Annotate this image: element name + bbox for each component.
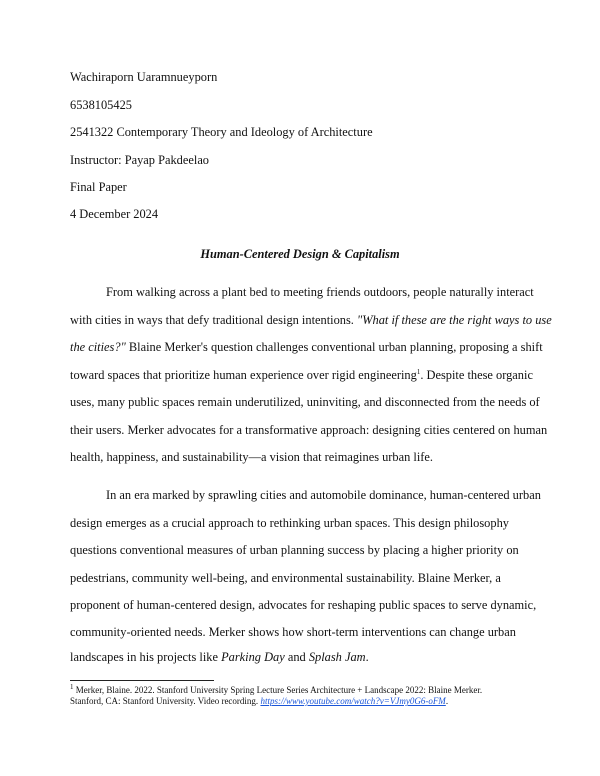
paragraph-1-line-6: their users. Merker advocates for a transformative approach: designing cities centered on human (70, 423, 548, 437)
text-span: . (365, 650, 369, 664)
paragraph-2-line-3: questions conventional measures of urban planning success by placing a higher priority on (70, 543, 519, 557)
assignment-type: Final Paper (70, 180, 127, 194)
merker-quote: "What if these are the right ways to use (357, 313, 552, 327)
text-span: toward spaces that prioritize human experience over rigid engineering (70, 368, 417, 382)
paper-date: 4 December 2024 (70, 207, 159, 221)
paragraph-1-line-3 (70, 340, 543, 355)
text-span: Blaine Merker's question challenges conventional urban planning, proposing a shift (125, 340, 543, 354)
project-parking-day: Parking Day (221, 650, 285, 664)
paragraph-1-line-2 (70, 313, 552, 328)
text-span: and (284, 650, 309, 664)
footnote-citation: Merker, Blaine. 2022. Stanford University Spring Lecture Series Architecture + Landscape 2022: Blaine Merker. (73, 685, 483, 695)
paragraph-2-line-7 (70, 650, 369, 665)
paragraph-1-line-5: uses, many public spaces remain underutilized, uninviting, and disconnected from the needs of (70, 395, 540, 409)
footnote-video-link[interactable]: https://www.youtube.com/watch?v=VJmy0G6-oFM (260, 696, 446, 706)
paragraph-1-line-1: From walking across a plant bed to meeting friends outdoors, people naturally interact (106, 285, 534, 299)
text-span: landscapes in his projects like (70, 650, 222, 664)
paragraph-2-line-1: In an era marked by sprawling cities and automobile dominance, human-centered urban (106, 488, 541, 502)
merker-quote-end: the cities?" (70, 340, 126, 354)
paragraph-1-line-7: health, happiness, and sustainability—a vision that reimagines urban life. (70, 450, 434, 464)
paragraph-2-line-5: proponent of human-centered design, advocates for reshaping public spaces to serve dynamic, (70, 598, 537, 612)
paragraph-2-line-2: design emerges as a crucial approach to rethinking urban spaces. This design philosophy (70, 516, 509, 530)
author-name: Wachiraporn Uaramnueyporn (70, 70, 218, 84)
footnote-citation-cont: Stanford, CA: Stanford University. Video recording. (70, 696, 261, 706)
student-id: 6538105425 (70, 98, 132, 112)
paper-title: Human-Centered Design & Capitalism (200, 247, 400, 261)
project-splash-jam: Splash Jam (308, 650, 366, 664)
paragraph-2-line-4: pedestrians, community well-being, and environmental sustainability. Blaine Merker, a (70, 571, 501, 585)
footnote-marker: 1 (70, 683, 74, 691)
course-title: 2541322 Contemporary Theory and Ideology of Architecture (70, 125, 373, 139)
text-span: with cities in ways that defy traditional design intentions. (70, 313, 357, 327)
instructor-line: Instructor: Payap Pakdeelao (70, 153, 210, 167)
paragraph-1-line-4 (70, 368, 533, 383)
footnote-line-2 (70, 696, 448, 707)
footnote-line-1 (70, 685, 482, 696)
footnote-ref[interactable]: 1 (416, 367, 421, 376)
paragraph-2-line-6: community-oriented needs. Merker shows how short-term interventions can change urban (70, 625, 516, 639)
text-span: . Despite these organic (420, 368, 533, 382)
text-span: . (445, 696, 449, 706)
footnote-divider (70, 680, 214, 681)
